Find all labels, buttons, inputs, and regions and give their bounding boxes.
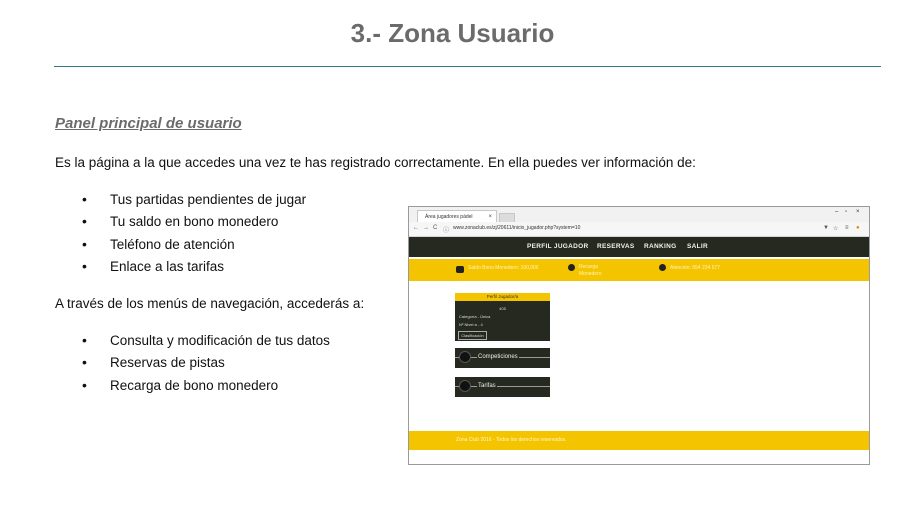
list-item: • Tus partidas pendientes de jugar: [55, 192, 306, 214]
info-icon: ⓘ: [443, 228, 450, 234]
url-text: www.zonaclub.es/zj/20611/inicio_jugador.php?system=10: [453, 225, 581, 231]
balance-text: Saldo Bono Monedero: 100,00€: [468, 265, 539, 271]
browser-tab-bar: [409, 207, 869, 222]
menu-item-perfil: PERFIL JUGADOR: [527, 243, 589, 250]
address-bar: [409, 222, 869, 237]
intro-paragraph: Es la página a la que accedes una vez te has registrado correctamente. En ella puedes ver información de:: [55, 155, 696, 170]
recharge-line1: Recarga: [579, 264, 598, 270]
title-divider: [54, 66, 881, 67]
nav-intro-paragraph: A través de los menús de navegación, accederás a:: [55, 296, 365, 311]
phone-icon: [659, 264, 666, 271]
wallet-icon: [456, 266, 464, 273]
site-footer: [409, 431, 869, 450]
list-item: • Recarga de bono monedero: [55, 378, 330, 400]
list-item: • Teléfono de atención: [55, 237, 306, 259]
menu-icon: ≡: [845, 225, 849, 231]
site-menu: [409, 237, 869, 257]
navigation-list: [55, 333, 330, 400]
rates-link: [455, 377, 550, 397]
window-close-icon: ×: [856, 209, 860, 215]
coin-icon: [459, 380, 471, 392]
ranking-button: Clasificación: [458, 331, 487, 340]
section-heading: Panel principal de usuario: [55, 115, 242, 132]
minimize-icon: –: [835, 209, 839, 215]
profile-card-title: Perfil Jugador/a: [455, 293, 550, 301]
menu-item-reservas: RESERVAS: [597, 243, 635, 250]
star-icon: ☆: [833, 226, 839, 232]
list-item: • Consulta y modificación de tus datos: [55, 333, 330, 355]
menu-item-ranking: RANKING: [644, 243, 677, 250]
competitions-link: [455, 348, 550, 368]
list-item: • Reservas de pistas: [55, 355, 330, 377]
list-item: • Tu saldo en bono monedero: [55, 214, 306, 236]
profile-category: Categoría - Única: [459, 314, 491, 319]
extension-icon: ●: [856, 225, 860, 231]
footer-text: Zona Club 2016 - Todos los derechos reservados.: [456, 437, 567, 443]
phone-text: Atención: 654 234 577: [670, 265, 721, 271]
browser-screenshot: [408, 206, 870, 465]
maximize-icon: ▫: [845, 209, 848, 215]
tab-title: Área jugadores pádel: [425, 214, 473, 220]
profile-card: [455, 293, 550, 341]
competitions-label: Competiciones: [478, 354, 518, 360]
trophy-icon: [459, 351, 471, 363]
dropdown-icon: ▼: [823, 225, 829, 231]
list-item: • Enlace a las tarifas: [55, 259, 306, 281]
info-list: [55, 192, 306, 281]
menu-item-salir: SALIR: [687, 243, 708, 250]
recharge-line2: Monedero: [579, 271, 602, 277]
info-bar: [409, 259, 869, 281]
recharge-icon: [568, 264, 575, 271]
rates-label: Tarifas: [478, 383, 496, 389]
browser-tab: [417, 210, 497, 222]
reload-icon: C: [433, 225, 438, 231]
page-title: 3.- Zona Usuario: [350, 18, 555, 48]
forward-icon: →: [423, 225, 429, 231]
profile-level: Nº Nivel·a - 4: [459, 322, 483, 327]
close-icon: ×: [488, 214, 492, 220]
back-icon: ←: [413, 225, 419, 231]
profile-points: 405: [499, 306, 506, 311]
